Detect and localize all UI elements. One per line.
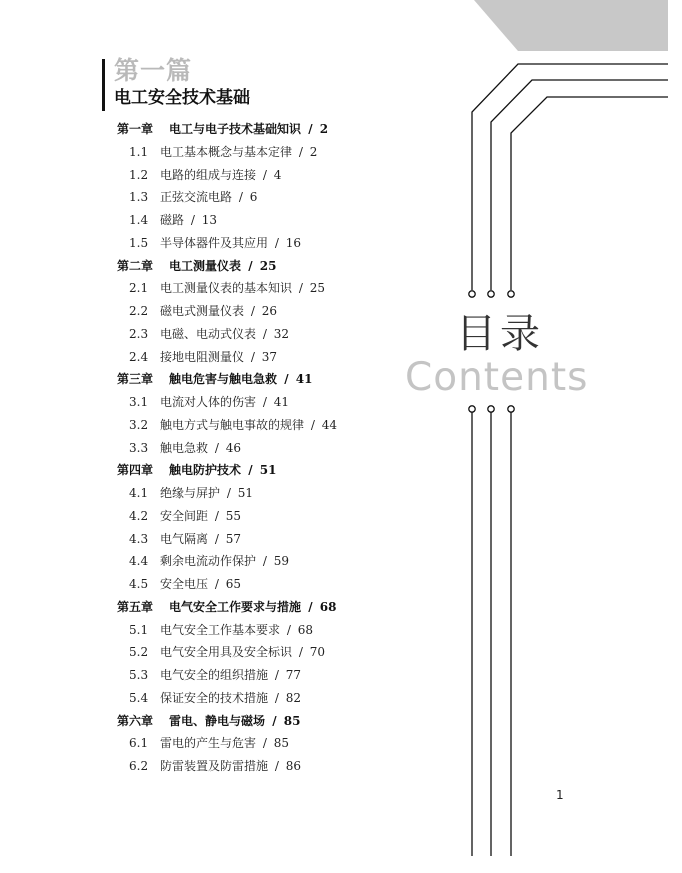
toc-title: 触电急救 — [160, 440, 209, 455]
toc-number: 2.3 — [129, 326, 149, 341]
toc-number: 2.1 — [129, 281, 149, 296]
toc-page: 25 — [259, 258, 277, 273]
toc-separator: / — [298, 144, 303, 159]
toc-separator: / — [272, 713, 277, 728]
page-number: 1 — [556, 788, 564, 802]
toc-section-row[interactable] — [129, 280, 325, 296]
toc-page: 16 — [285, 235, 301, 250]
toc-separator: / — [214, 577, 219, 591]
toc-section-row[interactable] — [129, 508, 241, 524]
toc-separator: / — [308, 122, 313, 136]
toc-number: 1.5 — [129, 235, 149, 250]
toc-chapter-row[interactable] — [117, 713, 300, 729]
toc-separator: / — [274, 759, 279, 773]
toc-number: 4.1 — [129, 486, 149, 500]
toc-page: 13 — [201, 213, 217, 227]
toc-section-row[interactable] — [129, 326, 289, 342]
toc-section-row[interactable] — [129, 735, 289, 751]
part-title: 电工安全技术基础 — [114, 88, 250, 108]
toc-title: 磁路 — [160, 213, 185, 227]
toc-separator: / — [226, 486, 231, 500]
toc-title: 半导体器件及其应用 — [160, 235, 269, 250]
toc-number: 4.2 — [129, 508, 149, 523]
toc-separator: / — [262, 167, 267, 182]
toc-section-row[interactable] — [129, 349, 277, 365]
part-label: 第一篇 — [114, 56, 193, 85]
toc-title: 电气安全用具及安全标识 — [160, 645, 293, 660]
toc-title: 磁电式测量仪表 — [160, 304, 245, 318]
toc-title: 电工基本概念与基本定律 — [160, 144, 293, 159]
toc-page: 65 — [225, 577, 241, 591]
toc-section-row[interactable] — [129, 394, 289, 410]
toc-separator: / — [262, 736, 267, 751]
toc-number: 1.2 — [129, 167, 149, 182]
toc-separator: / — [214, 508, 219, 523]
toc-number: 5.4 — [129, 690, 149, 705]
toc-section-row[interactable] — [129, 576, 241, 592]
toc-section-row[interactable] — [129, 553, 289, 569]
toc-page: 26 — [261, 304, 277, 318]
toc-section-row[interactable] — [129, 758, 301, 774]
toc-separator: / — [248, 463, 253, 478]
toc-section-row[interactable] — [129, 167, 281, 183]
toc-number: 3.1 — [129, 395, 149, 409]
toc-separator: / — [250, 304, 255, 318]
toc-separator: / — [274, 668, 279, 682]
toc-number: 3.2 — [129, 417, 149, 432]
toc-chapter-row[interactable] — [117, 371, 312, 387]
toc-title: 电气安全工作基本要求 — [160, 622, 281, 637]
toc-separator: / — [286, 622, 291, 637]
toc-separator: / — [214, 440, 219, 455]
toc-number: 5.3 — [129, 668, 149, 682]
toc-page: 32 — [273, 326, 289, 341]
toc-page: 77 — [285, 668, 301, 682]
toc-chapter-row[interactable] — [117, 121, 328, 137]
toc-title: 电气安全工作要求与措施 — [169, 599, 302, 614]
toc-number: 1.1 — [129, 144, 149, 159]
toc-page: 82 — [285, 690, 301, 705]
toc-section-row[interactable] — [129, 644, 325, 660]
toc-separator: / — [262, 395, 267, 409]
toc-page: 2 — [319, 122, 329, 136]
toc-separator: / — [248, 258, 253, 273]
toc-separator: / — [262, 554, 267, 569]
toc-number: 第六章 — [117, 713, 154, 728]
toc-title: 安全电压 — [160, 577, 209, 591]
toc-number: 5.1 — [129, 622, 149, 637]
toc-title: 触电方式与触电事故的规律 — [160, 417, 305, 432]
toc-number: 4.3 — [129, 531, 149, 546]
toc-title: 电路的组成与连接 — [160, 167, 257, 182]
toc-page: 57 — [225, 531, 241, 546]
toc-title: 保证安全的技术措施 — [160, 690, 269, 705]
toc-separator: / — [274, 235, 279, 250]
toc-title: 接地电阻测量仪 — [160, 349, 245, 364]
toc-separator: / — [298, 645, 303, 660]
toc-separator: / — [284, 372, 289, 387]
toc-section-row[interactable] — [129, 622, 313, 638]
toc-number: 3.3 — [129, 440, 149, 455]
toc-section-row[interactable] — [129, 440, 241, 456]
toc-page: 4 — [273, 167, 282, 182]
toc-separator: / — [274, 690, 279, 705]
toc-title: 电气隔离 — [160, 531, 209, 546]
corner-band — [474, 0, 668, 51]
toc-number: 第二章 — [117, 258, 154, 273]
toc-title: 触电危害与触电急救 — [169, 372, 278, 387]
toc-separator: / — [308, 599, 313, 614]
toc-title: 电气安全的组织措施 — [160, 668, 269, 682]
toc-section-row[interactable] — [129, 235, 301, 251]
toc-section-row[interactable] — [129, 690, 301, 706]
toc-title: 电流对人体的伤害 — [160, 395, 257, 409]
toc-page: 2 — [309, 144, 318, 159]
toc-title: 电工测量仪表的基本知识 — [160, 281, 293, 296]
toc-page: 6 — [249, 190, 258, 205]
toc-separator: / — [310, 417, 315, 432]
toc-page: 55 — [225, 508, 241, 523]
toc-separator: / — [238, 190, 243, 205]
toc-chapter-row[interactable] — [117, 462, 276, 478]
toc-number: 6.1 — [129, 736, 149, 751]
toc-title: 电磁、电动式仪表 — [160, 326, 257, 341]
toc-number: 4.5 — [129, 577, 149, 591]
toc-page: 86 — [285, 759, 301, 773]
toc-separator: / — [250, 349, 255, 364]
toc-number: 1.4 — [129, 213, 149, 227]
toc-number: 6.2 — [129, 759, 149, 773]
toc-page: 68 — [297, 622, 313, 637]
toc-page: 25 — [309, 281, 325, 296]
toc-number: 第一章 — [117, 122, 154, 136]
toc-page: 44 — [321, 417, 337, 432]
toc-number: 第五章 — [117, 599, 154, 614]
toc-title: 电工测量仪表 — [169, 258, 242, 273]
toc-section-row[interactable] — [129, 189, 257, 205]
toc-number: 4.4 — [129, 554, 149, 569]
toc-title: 雷电、静电与磁场 — [169, 713, 266, 728]
contents-title-zh: 目录 — [456, 311, 544, 357]
toc-section-row[interactable] — [129, 144, 317, 160]
toc-section-row[interactable] — [129, 212, 217, 228]
toc-page: 51 — [237, 486, 253, 500]
toc-title: 触电防护技术 — [169, 463, 242, 478]
toc-page: 46 — [225, 440, 241, 455]
toc-title: 雷电的产生与危害 — [160, 736, 257, 751]
toc-number: 第四章 — [117, 463, 154, 478]
toc-separator: / — [214, 531, 219, 546]
toc-section-row[interactable] — [129, 667, 301, 683]
toc-page: 37 — [261, 349, 277, 364]
toc-title: 防雷装置及防雷措施 — [160, 759, 269, 773]
contents-title-en: Contents — [405, 355, 589, 400]
toc-page: 85 — [273, 736, 289, 751]
toc-title: 电工与电子技术基础知识 — [169, 122, 302, 136]
toc-number: 1.3 — [129, 190, 149, 205]
toc-page: 41 — [295, 372, 313, 387]
toc-section-row[interactable] — [129, 417, 337, 433]
toc-page: 41 — [273, 395, 289, 409]
toc-title: 绝缘与屏护 — [160, 486, 221, 500]
toc-page: 68 — [319, 599, 337, 614]
toc-section-row[interactable] — [129, 485, 253, 501]
toc-title: 剩余电流动作保护 — [160, 554, 257, 569]
toc-number: 2.2 — [129, 304, 149, 318]
toc-separator: / — [262, 326, 267, 341]
toc-number: 第三章 — [117, 372, 154, 387]
toc-title: 安全间距 — [160, 508, 209, 523]
toc-chapter-row[interactable] — [117, 258, 276, 274]
toc-page: 85 — [283, 713, 301, 728]
toc-number: 5.2 — [129, 645, 149, 660]
toc-number: 2.4 — [129, 349, 149, 364]
toc-section-row[interactable] — [129, 531, 241, 547]
toc-section-row[interactable] — [129, 303, 277, 319]
toc-separator: / — [190, 213, 195, 227]
toc-chapter-row[interactable] — [117, 599, 336, 615]
circuit-lines — [472, 64, 668, 856]
toc-separator: / — [298, 281, 303, 296]
toc-page: 51 — [259, 463, 277, 478]
toc-title: 正弦交流电路 — [160, 190, 233, 205]
toc-page: 70 — [309, 645, 325, 660]
toc-page: 59 — [273, 554, 289, 569]
